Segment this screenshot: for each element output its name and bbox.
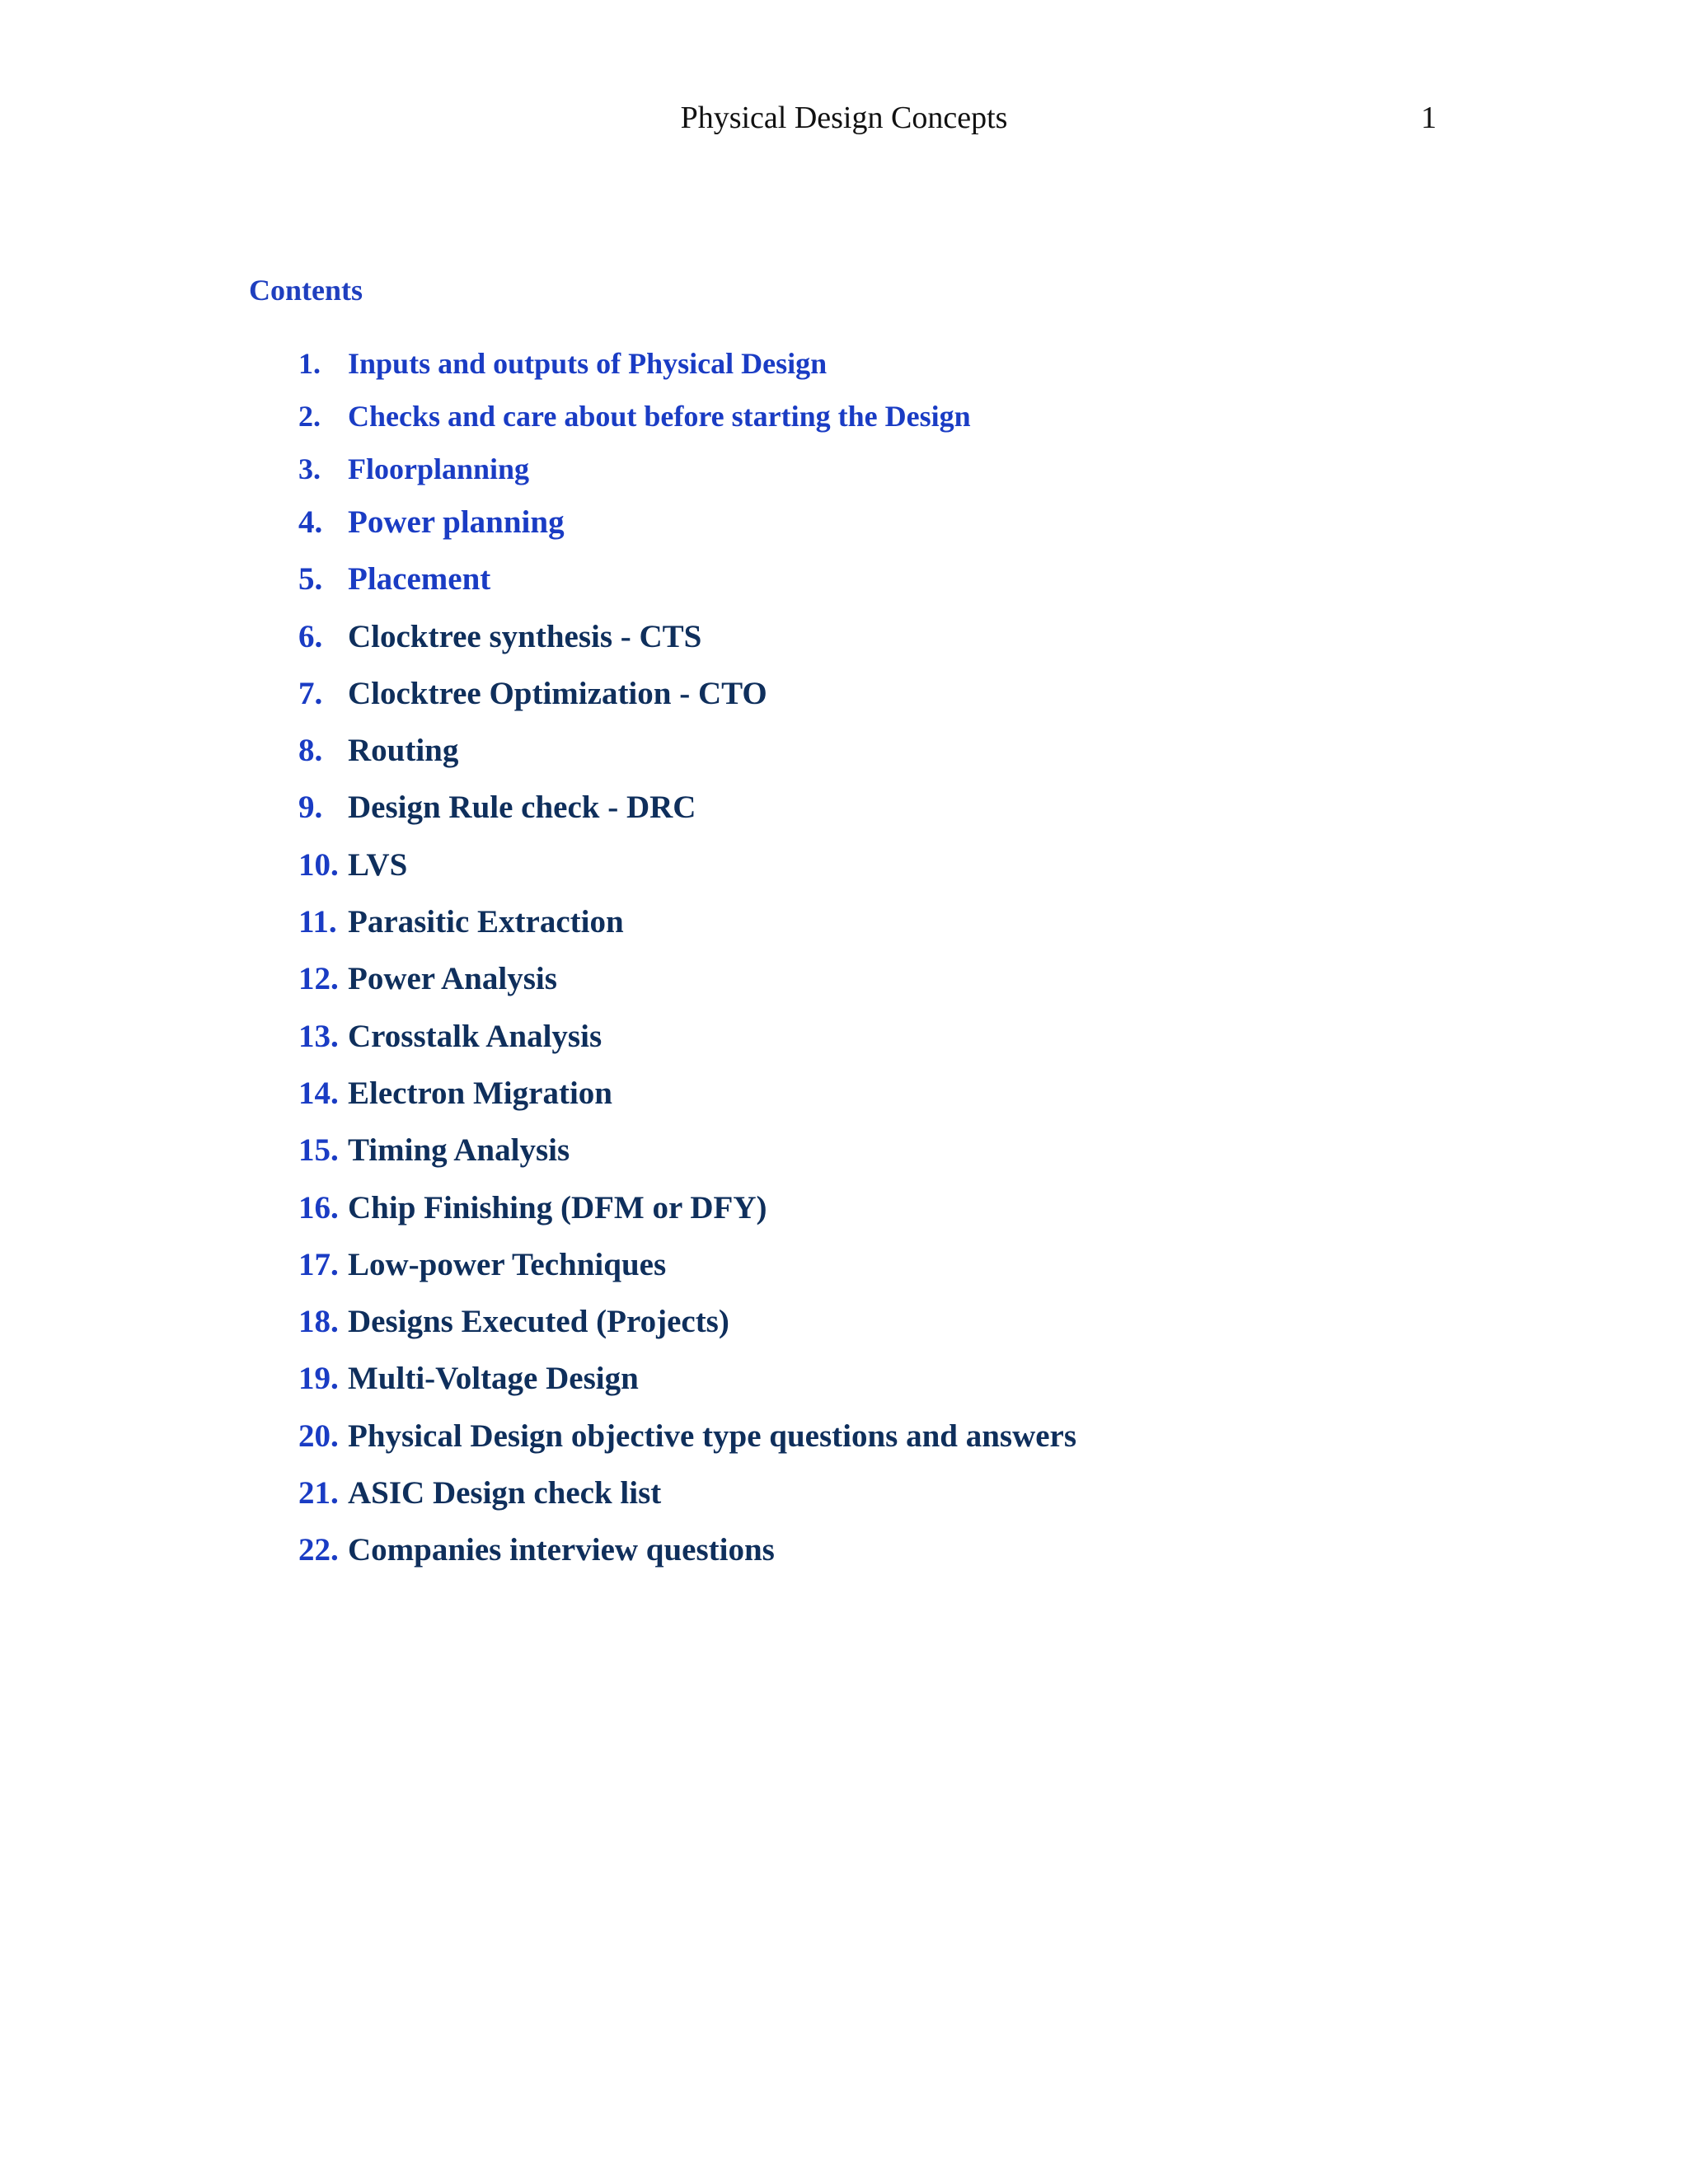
toc-item[interactable] <box>298 898 1076 954</box>
toc-item-label[interactable]: Parasitic Extraction <box>348 904 624 940</box>
toc-item-number: 2. <box>298 400 321 433</box>
toc-item[interactable] <box>298 612 1076 669</box>
toc-item-number: 8. <box>298 733 323 769</box>
toc-item-number: 20. <box>298 1418 339 1454</box>
page-number: 1 <box>1421 101 1437 135</box>
toc-item[interactable] <box>298 498 1076 555</box>
toc-item[interactable] <box>298 1412 1076 1469</box>
toc-item-number: 16. <box>298 1189 339 1226</box>
toc-item[interactable] <box>298 726 1076 783</box>
toc-item[interactable] <box>298 1240 1076 1297</box>
toc-item-number: 19. <box>298 1361 339 1397</box>
toc-item-number: 18. <box>298 1304 339 1340</box>
toc-item-label[interactable]: Floorplanning <box>348 452 530 485</box>
toc-item-number: 13. <box>298 1018 339 1054</box>
toc-item-label[interactable]: Crosstalk Analysis <box>348 1018 603 1054</box>
toc-item-label[interactable]: LVS <box>348 846 408 883</box>
toc-item-number: 1. <box>298 347 321 380</box>
toc-item[interactable] <box>298 445 1076 498</box>
toc-item-number: 14. <box>298 1075 339 1111</box>
toc-item-label[interactable]: Routing <box>348 733 459 769</box>
toc-item-label[interactable]: Chip Finishing (DFM or DFY) <box>348 1189 767 1226</box>
toc-item-label[interactable]: Physical Design objective type questions and answers <box>348 1418 1077 1454</box>
toc-item-number: 22. <box>298 1532 339 1568</box>
toc-item[interactable] <box>298 555 1076 612</box>
toc-item[interactable] <box>298 1297 1076 1354</box>
toc-item[interactable] <box>298 954 1076 1011</box>
toc-item-label[interactable]: Power planning <box>348 504 565 540</box>
toc-item-number: 11. <box>298 904 337 940</box>
toc-item-label[interactable]: Placement <box>348 561 491 598</box>
toc-item-number: 15. <box>298 1132 339 1169</box>
toc-item[interactable] <box>298 340 1076 392</box>
toc-item-number: 17. <box>298 1246 339 1282</box>
toc-item-label[interactable]: Designs Executed (Projects) <box>348 1304 729 1340</box>
toc-item[interactable] <box>298 669 1076 726</box>
toc-item-number: 10. <box>298 846 339 883</box>
toc-item-number: 4. <box>298 504 323 540</box>
toc-item-number: 12. <box>298 961 339 997</box>
toc-item-label[interactable]: Design Rule check - DRC <box>348 790 696 826</box>
toc-item-label[interactable]: Clocktree synthesis - CTS <box>348 618 702 654</box>
toc-item-number: 9. <box>298 790 323 826</box>
toc-item[interactable] <box>298 1469 1076 1526</box>
toc-item-label[interactable]: Companies interview questions <box>348 1532 775 1568</box>
toc-item[interactable] <box>298 1354 1076 1411</box>
toc-item[interactable] <box>298 841 1076 898</box>
toc-item-number: 21. <box>298 1475 339 1511</box>
toc-item-number: 6. <box>298 618 323 654</box>
toc-item-label[interactable]: Electron Migration <box>348 1075 612 1111</box>
toc-item-label[interactable]: ASIC Design check list <box>348 1475 662 1511</box>
toc-item-number: 3. <box>298 452 321 485</box>
running-header-title: Physical Design Concepts <box>680 101 1008 135</box>
toc-item-label[interactable]: Multi-Voltage Design <box>348 1361 639 1397</box>
toc-item[interactable] <box>298 1526 1076 1582</box>
toc-item-label[interactable]: Checks and care about before starting the Design <box>348 400 971 433</box>
toc-item-label[interactable]: Inputs and outputs of Physical Design <box>348 347 828 380</box>
toc-item[interactable] <box>298 1183 1076 1240</box>
toc-item-label[interactable]: Clocktree Optimization - CTO <box>348 675 767 711</box>
toc-item[interactable] <box>298 783 1076 840</box>
toc-heading: Contents <box>249 274 363 307</box>
toc-item[interactable] <box>298 392 1076 445</box>
toc-item[interactable] <box>298 1012 1076 1069</box>
toc-item-label[interactable]: Timing Analysis <box>348 1132 570 1169</box>
toc-item-number: 7. <box>298 675 323 711</box>
toc-item-label[interactable]: Power Analysis <box>348 961 557 997</box>
toc-item-number: 5. <box>298 561 323 598</box>
toc-item[interactable] <box>298 1069 1076 1126</box>
toc-item-label[interactable]: Low-power Techniques <box>348 1246 667 1282</box>
toc-item[interactable] <box>298 1126 1076 1183</box>
toc-list <box>298 340 1076 1583</box>
